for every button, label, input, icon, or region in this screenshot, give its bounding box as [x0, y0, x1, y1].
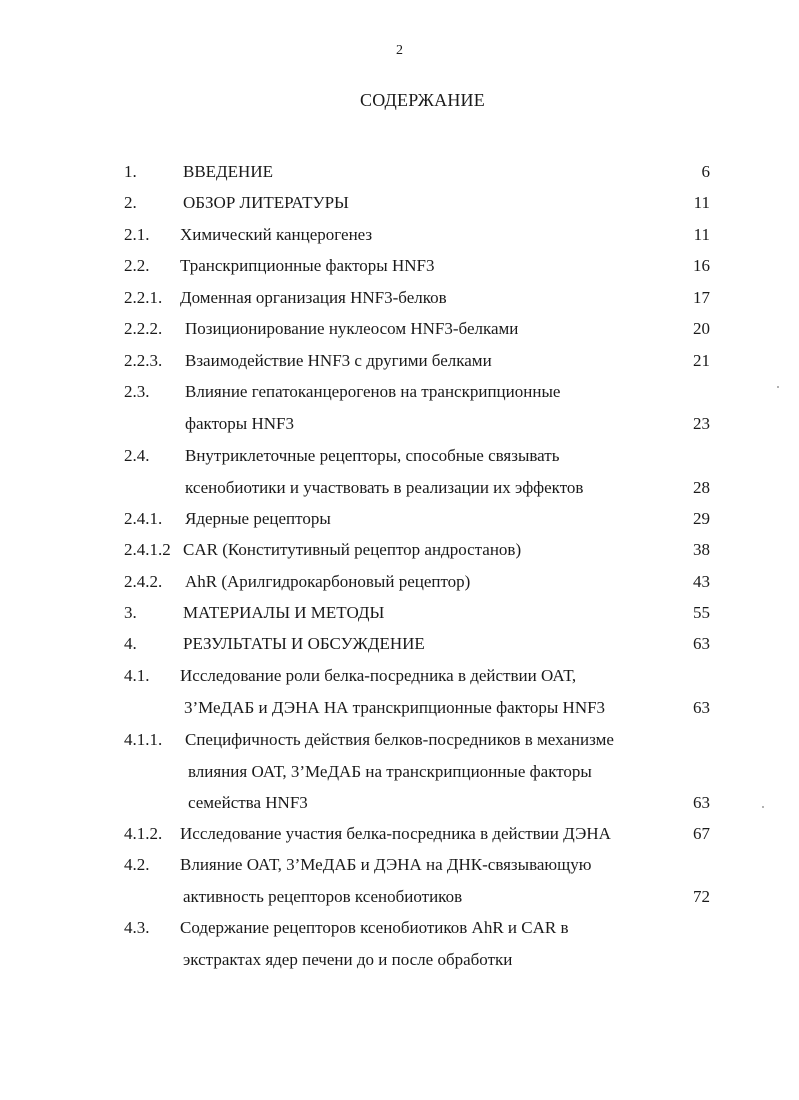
toc-entry-number: 2. — [124, 193, 137, 212]
toc-entry-page: 63 — [693, 793, 710, 812]
toc-entry-page: 6 — [701, 162, 710, 181]
toc-entry-number: 2.2.2. — [124, 319, 163, 338]
toc-entry-title: Доменная организация HNF3-белков — [180, 288, 447, 307]
toc-entry-title-line-2: ксенобиотики и участвовать в реализации их эффектов — [185, 478, 584, 497]
toc-entry-number: 2.2. — [124, 256, 150, 275]
toc-entry-number: 2.4.1. — [124, 509, 163, 528]
toc-entry[interactable] — [0, 223, 799, 247]
toc-entry-title-line-2: 3’МеДАБ и ДЭНА НА транскрипционные факторы HNF3 — [184, 698, 606, 717]
toc-entry-number: 4.2. — [124, 855, 150, 874]
toc-entry[interactable] — [0, 664, 799, 720]
toc-entry[interactable] — [0, 507, 799, 531]
toc-entry-number: 4.3. — [124, 918, 150, 937]
scan-speck — [762, 806, 764, 808]
toc-entry-title: Химический канцерогенез — [180, 225, 373, 244]
toc-entry[interactable] — [0, 444, 799, 500]
toc-entry-page: 20 — [693, 319, 710, 338]
toc-entry[interactable] — [0, 853, 799, 909]
toc-entry-page: 28 — [693, 478, 710, 497]
toc-entry-title: CAR (Конститутивный рецептор андростанов) — [183, 540, 522, 559]
toc-entry-title: Взаимодействие HNF3 с другими белками — [185, 351, 492, 370]
toc-entry-number: 2.4.1.2 — [124, 540, 171, 559]
toc-entry-page: 43 — [693, 572, 710, 591]
scan-speck — [777, 386, 779, 388]
toc-entry-title-line-2: влияния ОАТ, 3’МеДАБ на транскрипционные факторы — [188, 762, 592, 781]
toc-entry-page: 23 — [693, 414, 710, 433]
toc-entry[interactable] — [0, 317, 799, 341]
toc-entry-title-line-1: Внутриклеточные рецепторы, способные связывать — [185, 446, 560, 465]
toc-entry[interactable] — [0, 286, 799, 310]
toc-entry-number: 2.2.3. — [124, 351, 163, 370]
toc-entry-title: Транскрипционные факторы HNF3 — [180, 256, 435, 275]
toc-entry[interactable] — [0, 916, 799, 972]
page-number: 2 — [396, 43, 403, 58]
toc-entry-title-line-1: Влияние ОАТ, 3’МеДАБ и ДЭНА на ДНК-связывающую — [180, 855, 592, 874]
toc-entry[interactable] — [0, 349, 799, 373]
toc-entry-title-line-1: Влияние гепатоканцерогенов на транскрипционные — [185, 382, 561, 401]
toc-entry-title: ВВЕДЕНИЕ — [183, 162, 273, 181]
toc-entry-title-line-1: Исследование роли белка-посредника в действии ОАТ, — [180, 666, 577, 685]
toc-entry-page: 63 — [693, 698, 710, 717]
toc-entry-page: 38 — [693, 540, 710, 559]
toc-entry-title: Ядерные рецепторы — [185, 509, 331, 528]
toc-entry-number: 2.1. — [124, 225, 150, 244]
toc-entry-title-line-2: активность рецепторов ксенобиотиков — [183, 887, 463, 906]
toc-entry-page: 11 — [693, 225, 710, 244]
toc-entry-number: 4.1.1. — [124, 730, 163, 749]
toc-entry-title-line-2: экстрактах ядер печени до и после обработки — [183, 950, 513, 969]
toc-entry[interactable] — [0, 632, 799, 656]
toc-entry-title-line-3: семейства HNF3 — [188, 793, 308, 812]
toc-heading: СОДЕРЖАНИЕ — [360, 90, 485, 110]
toc-entry[interactable] — [0, 160, 799, 184]
toc-entry[interactable] — [0, 570, 799, 594]
toc-entry[interactable] — [0, 822, 799, 846]
toc-entry-number: 2.4. — [124, 446, 150, 465]
toc-entry-title-line-2: факторы HNF3 — [185, 414, 294, 433]
toc-entry[interactable] — [0, 191, 799, 215]
toc-entry-number: 4.1.2. — [124, 824, 163, 843]
toc-entry-title: Исследование участия белка-посредника в действии ДЭНА — [180, 824, 611, 843]
toc-entry-title: ОБЗОР ЛИТЕРАТУРЫ — [183, 193, 349, 212]
toc-entry[interactable] — [0, 538, 799, 562]
toc-entry-title: РЕЗУЛЬТАТЫ И ОБСУЖДЕНИЕ — [183, 634, 425, 653]
toc-entry-page: 67 — [693, 824, 710, 843]
toc-entry[interactable] — [0, 728, 799, 816]
toc-entry[interactable] — [0, 601, 799, 625]
toc-entry-page: 63 — [693, 634, 710, 653]
toc-entry[interactable] — [0, 380, 799, 436]
toc-entry-number: 1. — [124, 162, 137, 181]
toc-entry-page: 16 — [693, 256, 710, 275]
toc-entry-title: Позиционирование нуклеосом HNF3-белками — [185, 319, 519, 338]
toc-entry-number: 2.4.2. — [124, 572, 163, 591]
toc-entry-number: 2.2.1. — [124, 288, 163, 307]
toc-entry-page: 55 — [693, 603, 710, 622]
toc-entry-title: AhR (Арилгидрокарбоновый рецептор) — [185, 572, 471, 591]
toc-entry[interactable] — [0, 254, 799, 278]
toc-entry-page: 21 — [693, 351, 710, 370]
toc-entry-page: 72 — [693, 887, 710, 906]
toc-entry-page: 29 — [693, 509, 710, 528]
toc-entry-title-line-1: Специфичность действия белков-посредников в механизме — [185, 730, 614, 749]
toc-entry-title-line-1: Содержание рецепторов ксенобиотиков AhR и CAR в — [180, 918, 569, 937]
toc-entry-number: 4. — [124, 634, 137, 653]
toc-entry-number: 4.1. — [124, 666, 150, 685]
toc-entry-page: 11 — [693, 193, 710, 212]
toc-entry-number: 3. — [124, 603, 137, 622]
toc-entry-number: 2.3. — [124, 382, 150, 401]
toc-entry-page: 17 — [693, 288, 710, 307]
toc-entry-title: МАТЕРИАЛЫ И МЕТОДЫ — [183, 603, 385, 622]
